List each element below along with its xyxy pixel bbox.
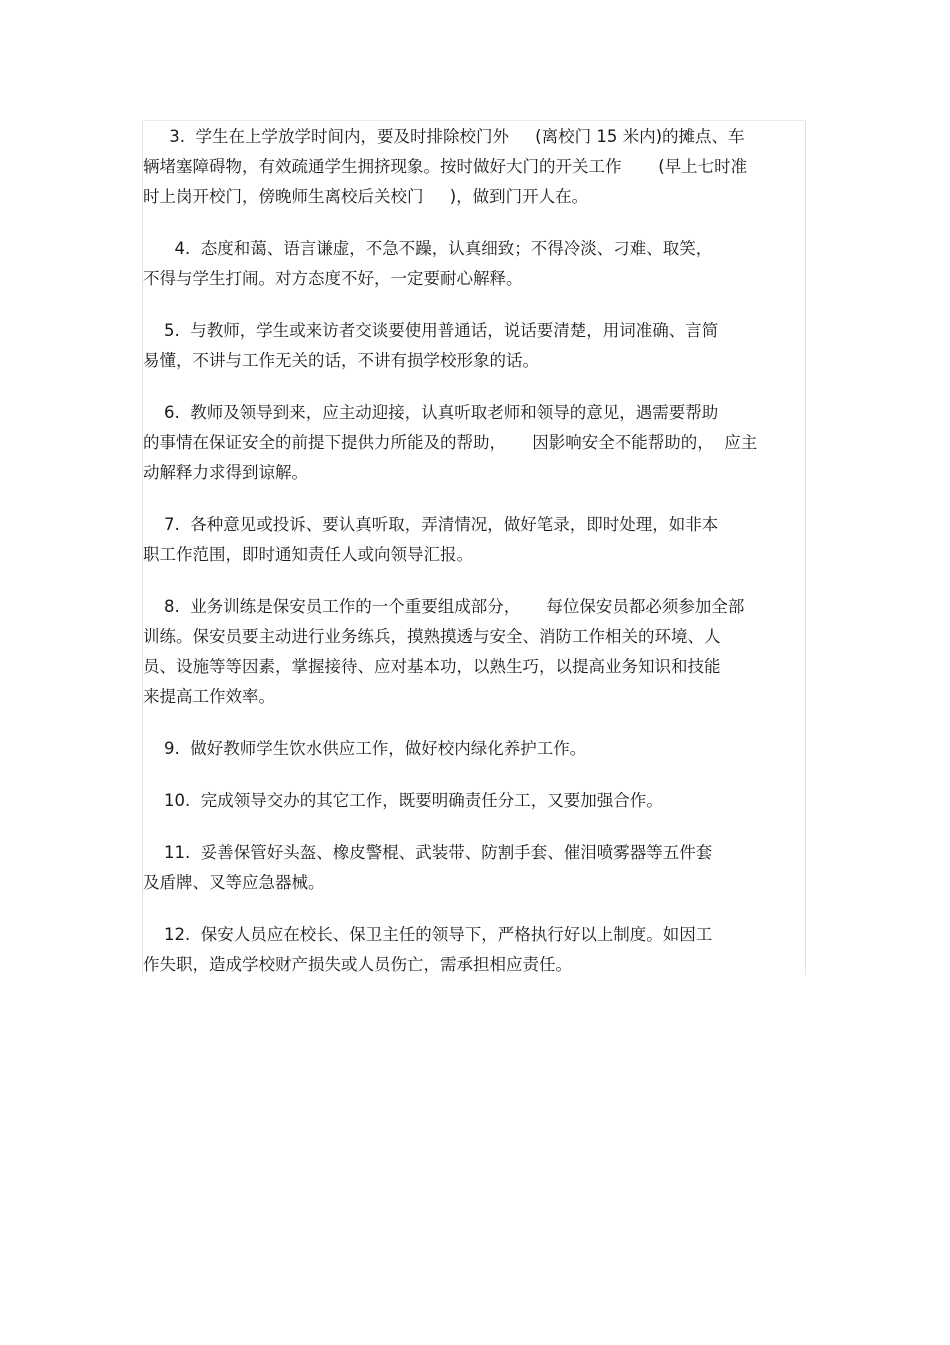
paragraph-11 [143,838,805,898]
paragraph-line: 8. 业务训练是保安员工作的一个重要组成部分， 每位保安员都必须参加全部 [143,597,745,616]
paragraph-6 [143,398,805,488]
paragraph-line: 6. 教师及领导到来，应主动迎接，认真听取老师和领导的意见，遇需要帮助 [143,403,719,422]
paragraph-line: 辆堵塞障碍物，有效疏通学生拥挤现象。按时做好大门的开关工作 (早上七时准 [143,157,748,176]
paragraph-12 [143,920,805,980]
paragraph-line: 易懂，不讲与工作无关的话，不讲有损学校形象的话。 [143,351,539,370]
paragraph-7 [143,510,805,570]
paragraph-line: 10. 完成领导交办的其它工作，既要明确责任分工，又要加强合作。 [143,791,663,810]
paragraph-4 [143,234,805,294]
paragraph-line: 来提高工作效率。 [143,687,275,706]
paragraph-line: 动解释力求得到谅解。 [143,463,308,482]
paragraph-line: 12. 保安人员应在校长、保卫主任的领导下，严格执行好以上制度。如因工 [143,925,713,944]
paragraph-line: 员、设施等等因素，掌握接待、应对基本功，以熟生巧，以提高业务知识和技能 [143,657,721,676]
paragraph-10 [143,786,805,816]
paragraph-line: 时上岗开校门，傍晚师生离校后关校门 )，做到门开人在。 [143,187,589,206]
paragraph-line: 不得与学生打闹。对方态度不好，一定要耐心解释。 [143,269,523,288]
paragraph-line: 职工作范围，即时通知责任人或向领导汇报。 [143,545,473,564]
paragraph-line: 5. 与教师，学生或来访者交谈要使用普通话，说话要清楚，用词准确、言简 [143,321,719,340]
document-body [143,122,805,1002]
paragraph-5 [143,316,805,376]
paragraph-line: 11. 妥善保管好头盔、橡皮警棍、武装带、防割手套、催泪喷雾器等五件套 [143,843,713,862]
paragraph-line: 作失职，造成学校财产损失或人员伤亡，需承担相应责任。 [143,955,572,974]
paragraph-8 [143,592,805,712]
paragraph-9 [143,734,805,764]
paragraph-line: 3. 学生在上学放学时间内，要及时排除校门外 (离校门 15 米内)的摊点、车 [143,127,745,146]
paragraph-line: 7. 各种意见或投诉、要认真听取，弄清情况，做好笔录，即时处理，如非本 [143,515,719,534]
paragraph-3 [143,122,805,212]
paragraph-line: 9. 做好教师学生饮水供应工作，做好校内绿化养护工作。 [143,739,587,758]
paragraph-line: 的事情在保证安全的前提下提供力所能及的帮助， 因影响安全不能帮助的， 应主 [143,433,758,452]
paragraph-line: 及盾牌、叉等应急器械。 [143,873,325,892]
paragraph-line: 训练。保安员要主动进行业务练兵，摸熟摸透与安全、消防工作相关的环境、人 [143,627,721,646]
paragraph-line: 4. 态度和蔼、语言谦虚，不急不躁，认真细致；不得冷淡、刁难、取笑， [143,239,713,258]
